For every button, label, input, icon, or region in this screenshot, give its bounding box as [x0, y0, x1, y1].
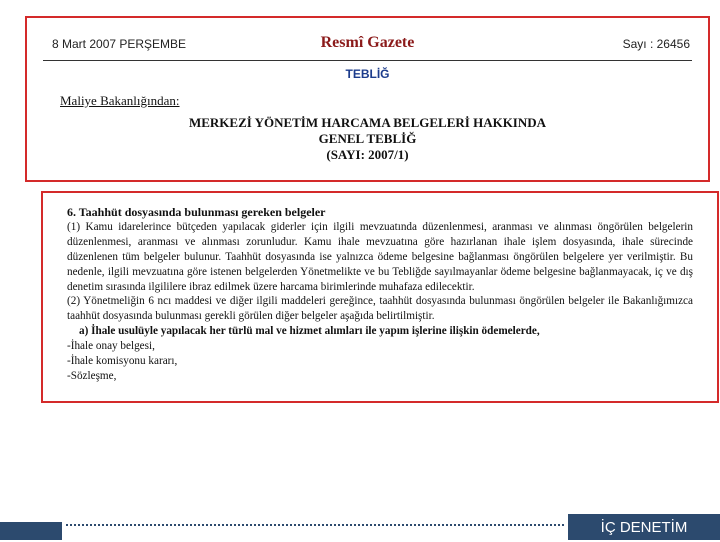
- list-item: -İhale onay belgesi,: [67, 340, 155, 353]
- paragraph-2: (2) Yönetmeliğin 6 ncı maddesi ve diğer ilgili maddeleri gereğince, taahhüt dosyasında bulunması öngörülen belgeler ile Bakanlığımızca taahhüt dosyasında bulunması gerekli görülen diğer belgeler aşağıda belirtilmiştir.: [67, 295, 693, 323]
- footer-section-label: İÇ DENETİM: [568, 514, 720, 540]
- gazette-header-box: [25, 16, 710, 182]
- gazette-name: Resmî Gazete: [320, 34, 415, 51]
- title-line-2: GENEL TEBLİĞ: [318, 131, 417, 146]
- footer-bar-left: [0, 522, 62, 540]
- title-line-3: (SAYI: 2007/1): [326, 147, 409, 162]
- document-title: [27, 115, 708, 163]
- title-line-1: MERKEZİ YÖNETİM HARCAMA BELGELERİ HAKKINDA: [188, 115, 547, 130]
- footer-dotted-line: [66, 524, 564, 526]
- section-title: 6. Taahhüt dosyasında bulunması gereken belgeler: [67, 205, 326, 219]
- paragraph-1: (1) Kamu idarelerince bütçeden yapılacak giderler için ilgili mevzuatında düzenlenmesi, aranması ve alınması öngörülen belgelerin düzenlenmesi, aranması ve alınması zorunludur. Kamu ihale mevzuatına göre hazırlanan ihale işlem dosyasında, ihale sürecinde düzenlenen tüm belgeler bulunur. Taahhüt dosyasında ise yalnızca ödeme belgesine bağlanması öngörülen belgelere yer verilmiştir. Bu nedenle, ilgili mevzuatına göre istenen belgelerden Yönetmelikte ve bu Tebliğde sayılmayanlar ödeme belgesine bağlanmayacak, iç ve dış denetim sırasında ilgililere ibraz edilmek üzere harcama birimlerinde muhafaza edilecektir.: [67, 220, 693, 293]
- item-a: a) İhale usulüyle yapılacak her türlü mal ve hizmet alımları ile yapım işlerine ilişkin ödemelerde,: [79, 325, 540, 338]
- list-item: -Sözleşme,: [67, 369, 117, 382]
- document-type: TEBLİĞ: [345, 67, 390, 81]
- issuing-ministry: Maliye Bakanlığından:: [60, 93, 180, 108]
- list-item: -İhale komisyonu kararı,: [67, 355, 178, 368]
- header-divider: [43, 60, 692, 61]
- excerpt-box: [41, 191, 719, 403]
- excerpt-content: [67, 205, 693, 384]
- gazette-date: 8 Mart 2007 PERŞEMBE: [52, 37, 187, 51]
- gazette-issue-number: Sayı : 26456: [622, 37, 690, 51]
